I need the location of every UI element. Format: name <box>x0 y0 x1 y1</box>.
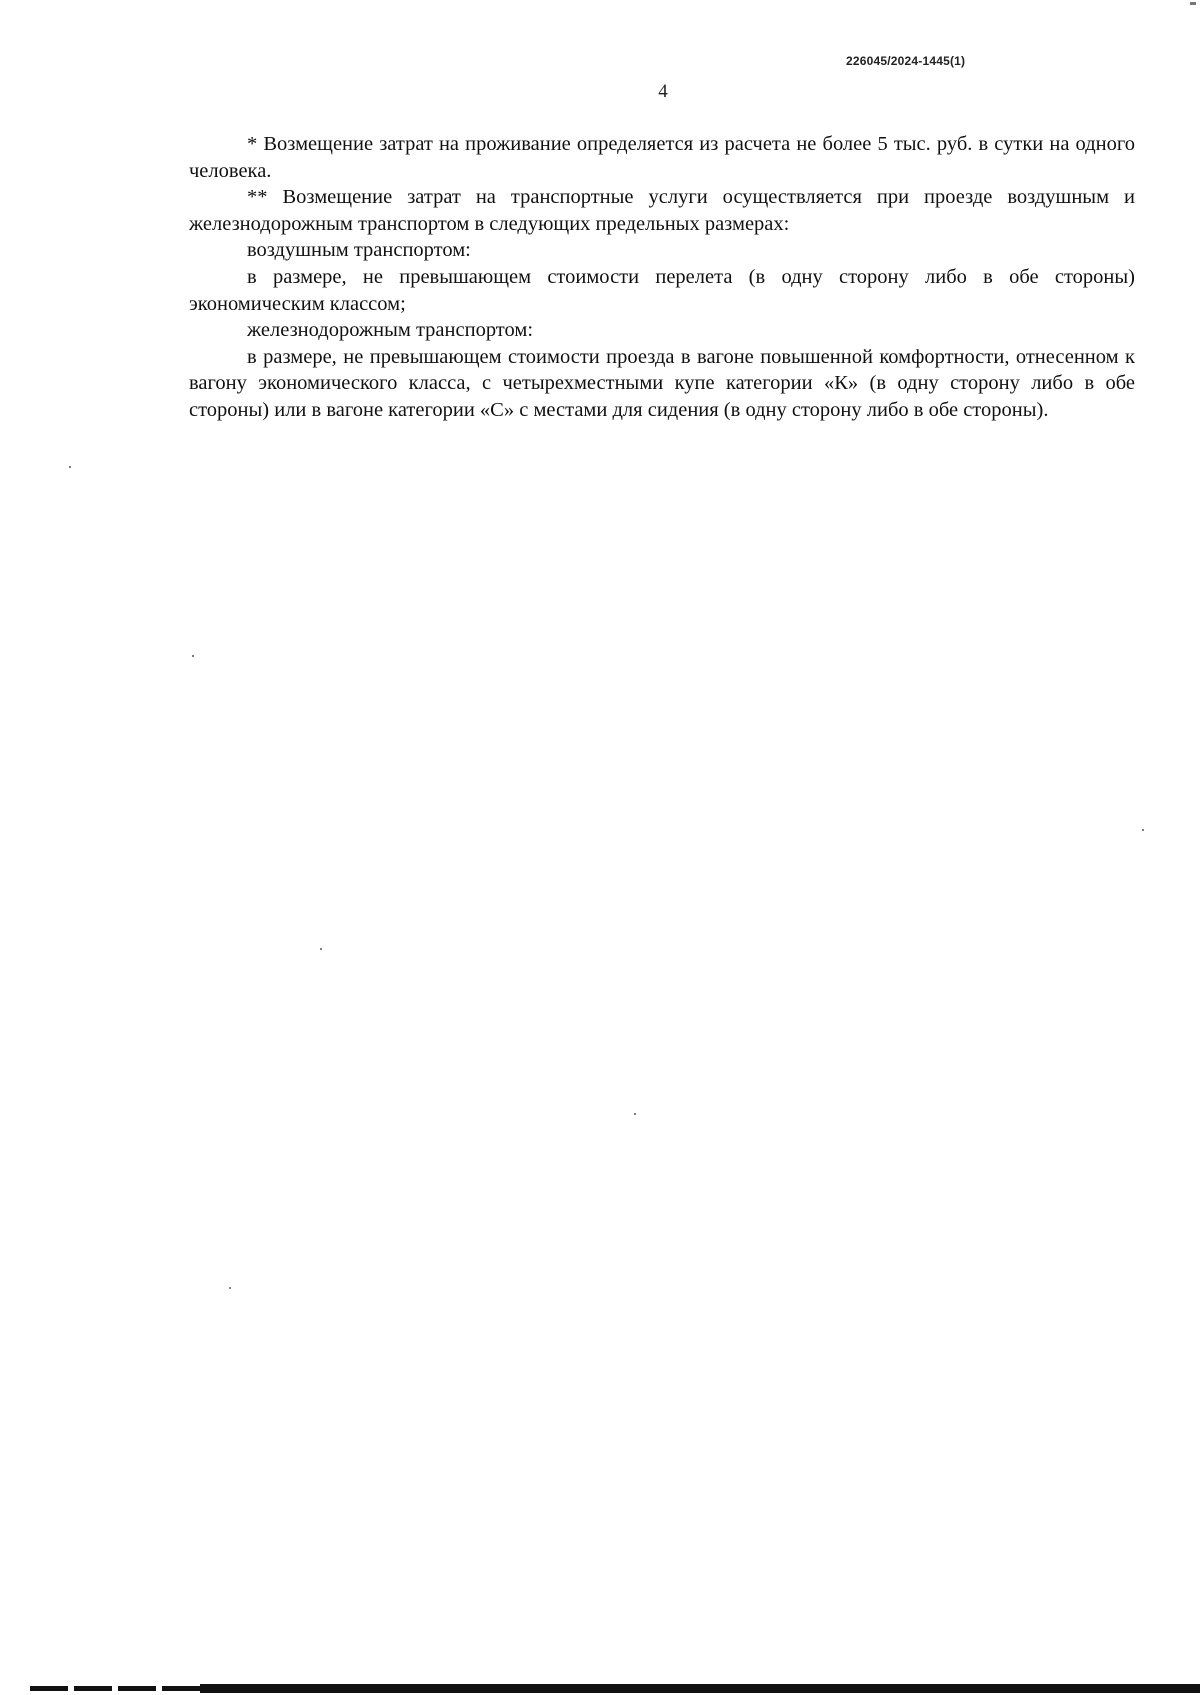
scan-speck <box>634 1113 636 1115</box>
scan-speck <box>320 948 322 950</box>
scan-speck <box>229 1287 231 1289</box>
rail-transport-heading: железнодорожным транспортом: <box>247 319 534 342</box>
scan-speck <box>192 655 194 657</box>
air-transport-limit: в размере, не превышающем стоимости перелета (в одну сторону либо в обе стороны) экономическим классом; <box>189 265 1135 315</box>
scan-speck <box>1142 829 1144 831</box>
scan-corner-mark <box>1190 2 1196 5</box>
page-number: 4 <box>658 81 668 102</box>
footnote-accommodation: * Возмещение затрат на проживание определяется из расчета не более 5 тыс. руб. в сутки на одного человека. <box>189 133 1135 182</box>
document-registration-number: 226045/2024-1445(1) <box>846 54 966 68</box>
air-transport-heading: воздушным транспортом: <box>247 239 471 262</box>
document-body <box>189 131 1135 424</box>
footnote-transport: ** Возмещение затрат на транспортные услуги осуществляется при проезде воздушным и железнодорожным транспортом в следующих предельных размерах: <box>189 186 1135 235</box>
scan-edge-dashes <box>30 1686 205 1691</box>
scan-edge-bar <box>200 1684 1200 1693</box>
scan-speck <box>69 466 71 468</box>
scan-bottom-edge <box>0 1680 1200 1695</box>
rail-transport-limit: в размере, не превышающем стоимости проезда в вагоне повышенной комфортности, отнесенном к вагону экономического класса, с четырехместными купе категории «К» (в одну сторону либо в обе стороны) или в вагоне категории «С» с местами для сидения (в одну сторону либо в обе стороны). <box>189 345 1135 421</box>
